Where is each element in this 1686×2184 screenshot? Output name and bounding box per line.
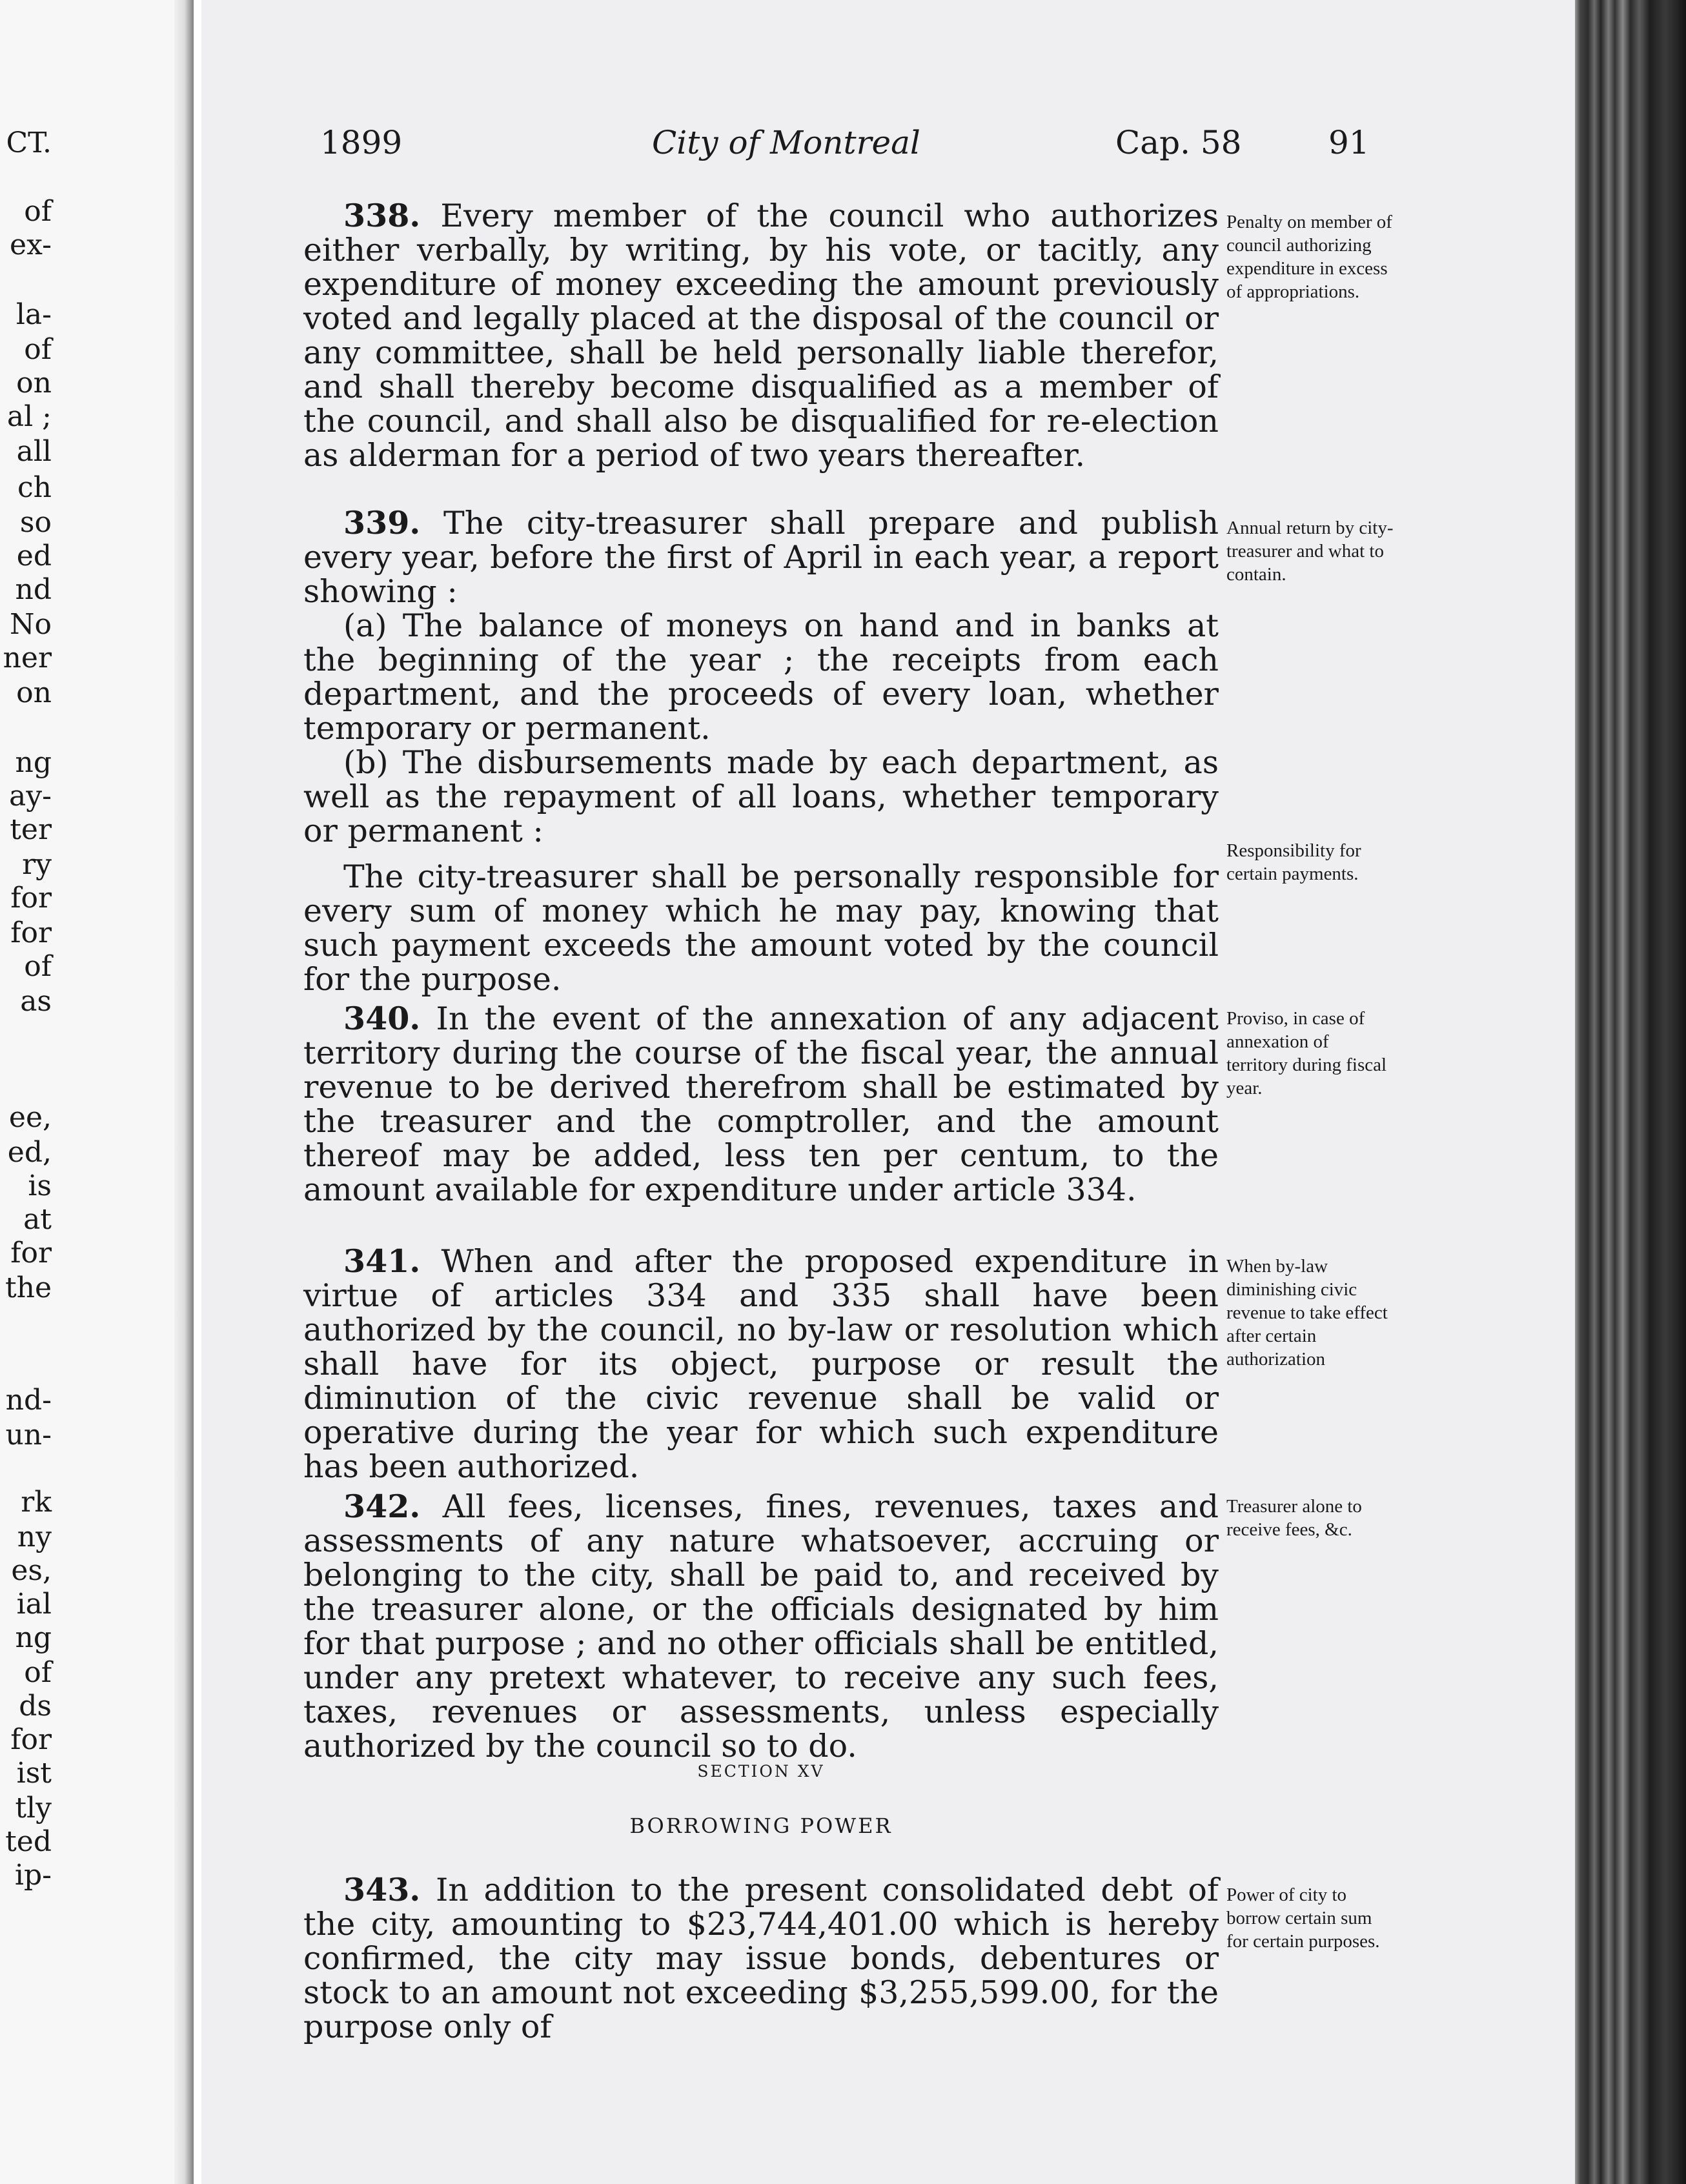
left-page-fragment: on (16, 676, 52, 709)
left-page-fragment: la- (15, 298, 52, 331)
left-page-fragment: ip- (14, 1859, 52, 1892)
left-page-fragment: for (10, 882, 52, 915)
left-page-fragment: nd (15, 573, 52, 606)
article-text: In the event of the annexation of any adjacent territory during the course of the fiscal year, the annual revenue to be derived therefrom shall be estimated by the treasurer and the comptroller, and the amount thereof may be added, less ten per centum, to the amount available for expenditure under article 334. (303, 1000, 1219, 1208)
article-text: In addition to the present consolidated debt of the city, amounting to $23,744,401.00 which is hereby confirmed, the city may issue bonds, debentures or stock to an amount not exceeding $3,255,599.00, for the purpose only of (303, 1872, 1219, 2045)
left-page-fragment: for (10, 1237, 52, 1269)
section-label: SECTION XV (697, 1762, 825, 1781)
left-page-fragment: ed (16, 540, 52, 572)
left-page-fragment: ter (10, 813, 52, 846)
article-text: All fees, licenses, fines, revenues, taxes and assessments of any nature whatsoever, accruing or belonging to the city, shall be paid to, and received by the treasurer alone, or the officials designated by him for that purpose ; and no other officials shall be entitled, under any pretext whatever, to receive any such fees, taxes, revenues or assessments, unless especially authorized by the council so to do. (303, 1488, 1219, 1764)
page-number: 91 (1328, 124, 1370, 161)
article-341 (303, 1244, 1219, 1484)
left-page-fragment: of (24, 333, 52, 366)
left-page-fragment: rk (21, 1486, 52, 1519)
article-339 (303, 506, 1219, 996)
side-note-338: Penalty on member of council authorizing expenditure in excess of appropriations. (1226, 212, 1392, 302)
side-note-339-responsibility: Responsibility for certain payments. (1226, 840, 1361, 884)
left-page-fragment: of (24, 950, 52, 983)
left-page-fragment: for (10, 916, 52, 949)
header-chapter: Cap. 58 (1115, 124, 1242, 161)
side-note-339: Annual return by city-treasurer and what to contain. (1226, 518, 1394, 585)
left-page-fragment: of (24, 1656, 52, 1689)
left-page-fragment: CT. (6, 126, 52, 159)
left-page-fragment: ng (15, 1621, 52, 1654)
left-page-fragment: so (19, 506, 52, 539)
left-page-fragment: ng (15, 746, 52, 779)
header-year: 1899 (320, 124, 403, 161)
side-note-340: Proviso, in case of annexation of territory during fiscal year. (1226, 1008, 1387, 1098)
left-page-fragment: No (10, 608, 52, 641)
section-title: BORROWING POWER (629, 1814, 893, 1838)
article-338 (303, 199, 1219, 472)
left-page-fragment: ist (16, 1757, 52, 1790)
left-page-fragment: the (5, 1271, 52, 1304)
page-fold-shadow (174, 0, 194, 2184)
header-title: City of Montreal (652, 124, 920, 161)
left-page-fragment: ch (17, 471, 52, 504)
clause-a: (a) The balance of moneys on hand and in banks at the beginning of the year ; the receipts from each department, and the proceeds of every loan, whether temporary or permanent. (303, 607, 1219, 747)
left-page-fragment: on (16, 367, 52, 399)
left-page-fragment: ry (22, 848, 52, 881)
left-page-fragment: of (24, 195, 52, 228)
article-text: The city-treasurer shall prepare and publish every year, before the first of April in each year, a report showing : (303, 505, 1219, 610)
left-page-fragment: ex- (10, 228, 52, 261)
left-page-fragment: ted (5, 1825, 52, 1858)
article-343 (303, 1873, 1219, 2044)
left-page-fragment: for (10, 1723, 52, 1756)
article-number: 341. (343, 1242, 421, 1280)
left-page-fragment: un- (5, 1419, 52, 1451)
side-note-343: Power of city to borrow certain sum for certain purposes. (1226, 1885, 1380, 1952)
left-page-fragment: as (20, 985, 52, 1018)
left-page-fragment: ay- (9, 780, 52, 813)
side-note-341: When by-law diminishing civic revenue to take effect after certain authorization (1226, 1256, 1388, 1370)
clause-b: (b) The disbursements made by each department, as well as the repayment of all loans, whether temporary or permanent : (303, 744, 1219, 849)
left-page-fragment: ee, (8, 1101, 52, 1134)
article-number: 343. (343, 1871, 421, 1908)
article-text: When and after the proposed expenditure in virtue of articles 334 and 335 shall have been authorized by the council, no by-law or resolution which shall have for its object, purpose or result the diminution of the civic revenue shall be valid or operative during the year for which such expenditure has been authorized. (303, 1243, 1219, 1485)
article-number: 342. (343, 1488, 421, 1525)
left-page-fragment: nd- (5, 1384, 52, 1417)
left-page-fragment: tly (15, 1792, 52, 1825)
side-note-342: Treasurer alone to receive fees, &c. (1226, 1496, 1362, 1540)
left-page-fragment: ds (19, 1690, 52, 1723)
left-page-fragment: at (23, 1203, 52, 1236)
book-binding-edge (1575, 0, 1686, 2184)
left-page-fragment: al ; (6, 400, 52, 433)
left-page-fragment: ed, (7, 1136, 52, 1169)
article-340 (303, 1002, 1219, 1207)
previous-page-edge (0, 0, 194, 2184)
left-page-fragment: ny (17, 1521, 52, 1553)
left-page-fragment: is (28, 1169, 52, 1202)
article-number: 339. (343, 504, 421, 541)
article-number: 340. (343, 1000, 421, 1037)
left-page-fragment: es, (11, 1554, 52, 1587)
article-number: 338. (343, 197, 421, 234)
left-page-fragment: all (16, 435, 52, 468)
responsibility-paragraph: The city-treasurer shall be personally responsible for every sum of money which he may pay, knowing that such payment exceeds the amount voted by the council for the purpose. (303, 858, 1219, 998)
left-page-fragment: ial (16, 1588, 52, 1621)
left-page-fragment: ner (3, 642, 52, 674)
article-342 (303, 1490, 1219, 1763)
article-text: Every member of the council who authorizes either verbally, by writing, by his vote, or tacitly, any expenditure of money exceeding the amount previously voted and legally placed at the disposal of the council or any committee, shall be held personally liable therefor, and shall thereby become disqualified as a member of the council, and shall also be disqualified for re-election as alderman for a period of two years thereafter. (303, 197, 1219, 474)
